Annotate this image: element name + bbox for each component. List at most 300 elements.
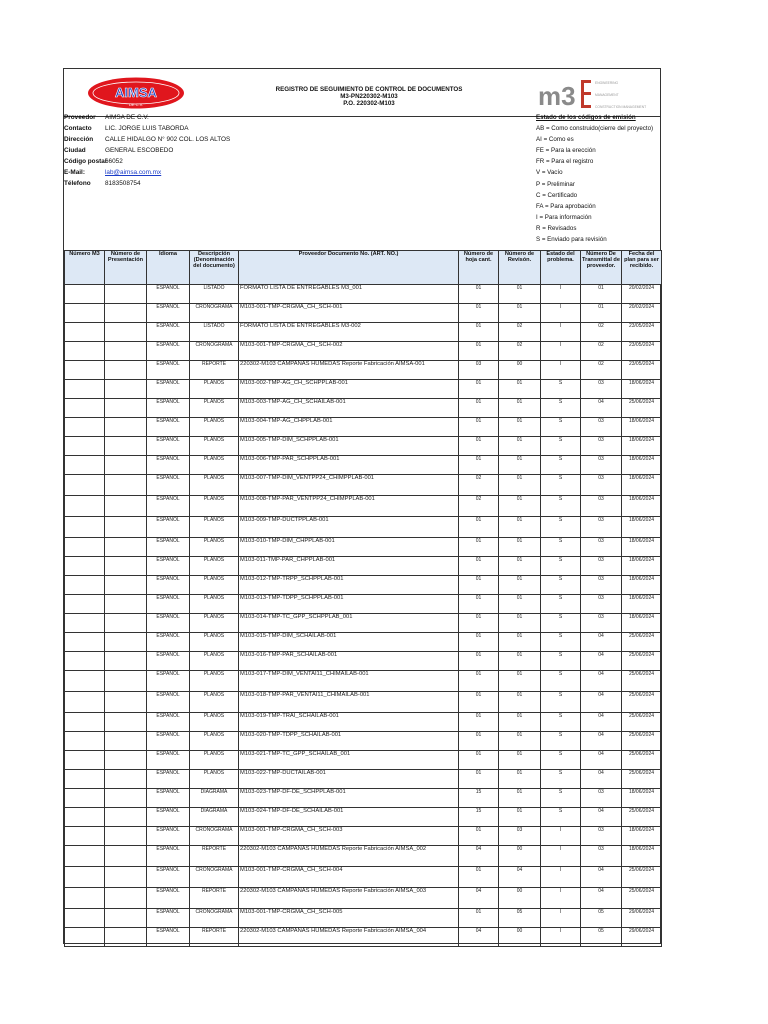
table-cell: CRONOGRAMA <box>190 909 239 928</box>
table-cell: 18/06/2024 <box>622 595 662 614</box>
table-cell: 01 <box>459 751 499 770</box>
table-cell <box>65 418 105 437</box>
table-row <box>65 732 662 751</box>
table-cell <box>65 399 105 418</box>
svg-text:CONSTRUCTION MANAGEMENT: CONSTRUCTION MANAGEMENT <box>595 105 647 109</box>
table-cell <box>65 456 105 475</box>
table-cell: ESPAÑOL <box>147 909 190 928</box>
table-cell: 25/06/2024 <box>622 713 662 732</box>
table-cell: PLANOS <box>190 456 239 475</box>
table-cell: 220302-M103 CAMPANAS HUMEDAS Reporte Fabricación AIMSA_003 <box>239 888 459 909</box>
contact-row: Contacto LIC. JORGE LUIS TABORDA <box>64 125 189 132</box>
table-cell <box>105 713 147 732</box>
table-cell <box>105 827 147 846</box>
table-cell <box>105 342 147 361</box>
table-cell: DIAGRAMA <box>190 789 239 808</box>
table-cell: 18/06/2024 <box>622 538 662 557</box>
table-cell: PLANOS <box>190 399 239 418</box>
table-row <box>65 770 662 789</box>
table-cell: I <box>541 909 581 928</box>
table-cell <box>65 846 105 867</box>
email-link[interactable]: lab@aimsa.com.mx <box>105 169 162 176</box>
table-cell: M103-004-TMP-AG_CHPPLAB-001 <box>239 418 459 437</box>
table-cell: 18/06/2024 <box>622 475 662 496</box>
table-cell: 04 <box>459 846 499 867</box>
svg-text:ENGINEERING: ENGINEERING <box>595 81 619 85</box>
table-cell: CRONOGRAMA <box>190 342 239 361</box>
table-cell: PLANOS <box>190 770 239 789</box>
table-cell: ESPAÑOL <box>147 323 190 342</box>
table-row <box>65 342 662 361</box>
city-row: Ciudad GENERAL ESCOBEDO <box>64 147 174 154</box>
table-cell: 220302-M103 CAMPANAS HUMEDAS Reporte Fabricación AIMSA_004 <box>239 928 459 947</box>
table-cell: PLANOS <box>190 713 239 732</box>
emission-code-item: C = Certificado <box>536 191 578 199</box>
table-cell: 03 <box>499 827 541 846</box>
table-cell: 01 <box>499 380 541 399</box>
table-cell <box>65 888 105 909</box>
table-cell: 02 <box>581 361 622 380</box>
column-header: Número M3 <box>65 251 105 285</box>
table-cell: 01 <box>499 808 541 827</box>
table-cell <box>65 671 105 692</box>
table-cell: ESPAÑOL <box>147 557 190 576</box>
table-cell <box>65 496 105 517</box>
table-cell: 05 <box>581 909 622 928</box>
table-cell: I <box>541 285 581 304</box>
table-cell <box>105 517 147 538</box>
table-cell: 01 <box>581 285 622 304</box>
table-cell: ESPAÑOL <box>147 576 190 595</box>
table-cell <box>105 671 147 692</box>
emission-codes-legend <box>536 112 653 245</box>
table-cell: 00 <box>499 846 541 867</box>
table-cell <box>65 576 105 595</box>
table-row <box>65 496 662 517</box>
table-cell: S <box>541 751 581 770</box>
table-cell: 18/06/2024 <box>622 557 662 576</box>
table-cell: 03 <box>581 496 622 517</box>
table-row <box>65 751 662 770</box>
address-row: Dirección CALLE HIDALGO N° 902 COL. LOS ALTOS <box>64 136 231 143</box>
table-cell: ESPAÑOL <box>147 751 190 770</box>
table-cell: REPORTE <box>190 928 239 947</box>
table-cell <box>105 633 147 652</box>
table-cell: ESPAÑOL <box>147 380 190 399</box>
table-cell: S <box>541 399 581 418</box>
table-cell: ESPAÑOL <box>147 827 190 846</box>
table-cell: 29/06/2024 <box>622 909 662 928</box>
table-cell: M103-012-TMP-TRPP_SCHPPLAB-001 <box>239 576 459 595</box>
table-cell: S <box>541 557 581 576</box>
emission-code-item: AB = Como construido(cierre del proyecto) <box>536 125 654 133</box>
table-cell: 23/05/2024 <box>622 342 662 361</box>
table-row <box>65 323 662 342</box>
table-cell: 01 <box>499 437 541 456</box>
table-cell: 01 <box>499 671 541 692</box>
table-cell: 18/06/2024 <box>622 827 662 846</box>
table-cell: 25/06/2024 <box>622 633 662 652</box>
table-cell <box>105 380 147 399</box>
table-row <box>65 671 662 692</box>
email-row: E-Mail: lab@aimsa.com.mx <box>64 169 162 176</box>
table-cell: 25/06/2024 <box>622 751 662 770</box>
table-cell: 01 <box>459 557 499 576</box>
table-cell <box>105 909 147 928</box>
table-cell <box>65 909 105 928</box>
table-cell: 15 <box>459 808 499 827</box>
table-cell: S <box>541 456 581 475</box>
table-cell: 01 <box>459 713 499 732</box>
table-cell: 01 <box>459 614 499 633</box>
table-header-row <box>65 251 662 285</box>
table-cell <box>105 456 147 475</box>
table-cell: 04 <box>581 399 622 418</box>
table-cell: 01 <box>499 633 541 652</box>
table-cell: 25/06/2024 <box>622 692 662 713</box>
table-cell: 01 <box>499 692 541 713</box>
table-cell: 18/06/2024 <box>622 418 662 437</box>
table-row <box>65 713 662 732</box>
table-cell: ESPAÑOL <box>147 595 190 614</box>
table-cell: S <box>541 595 581 614</box>
table-cell: 25/06/2024 <box>622 888 662 909</box>
table-cell: 01 <box>499 517 541 538</box>
table-cell: ESPAÑOL <box>147 538 190 557</box>
m3-logo <box>538 75 650 113</box>
table-cell: REPORTE <box>190 846 239 867</box>
table-cell: 23/05/2024 <box>622 361 662 380</box>
table-cell: S <box>541 418 581 437</box>
table-cell <box>65 652 105 671</box>
table-cell: PLANOS <box>190 614 239 633</box>
table-cell <box>65 361 105 380</box>
table-cell <box>65 517 105 538</box>
table-cell <box>65 475 105 496</box>
provider-row: Proveedor AIMSA DE C.V. <box>64 114 149 121</box>
table-cell: REPORTE <box>190 888 239 909</box>
table-cell: 18/06/2024 <box>622 789 662 808</box>
table-cell: 220302-M103 CAMPANAS HUMEDAS Reporte Fabricación AIMSA_002 <box>239 846 459 867</box>
table-cell: 01 <box>499 751 541 770</box>
table-row <box>65 789 662 808</box>
table-cell: 18/06/2024 <box>622 846 662 867</box>
table-cell: 00 <box>499 888 541 909</box>
table-cell: M103-019-TMP-TRAI_SCHAILAB-001 <box>239 713 459 732</box>
table-cell <box>105 557 147 576</box>
emission-code-item: AI = Como es <box>536 136 574 144</box>
table-cell: 02 <box>499 323 541 342</box>
table-cell: ESPAÑOL <box>147 475 190 496</box>
table-row <box>65 827 662 846</box>
table-cell: 01 <box>499 713 541 732</box>
emission-code-item: R = Revisados <box>536 224 577 232</box>
table-row <box>65 361 662 380</box>
table-cell: 01 <box>581 304 622 323</box>
table-cell: ESPAÑOL <box>147 867 190 888</box>
table-cell <box>65 304 105 323</box>
table-cell: 01 <box>499 732 541 751</box>
table-cell: M103-020-TMP-TDPP_SCHAILAB-001 <box>239 732 459 751</box>
table-cell: PLANOS <box>190 557 239 576</box>
table-cell: 04 <box>581 692 622 713</box>
table-cell: ESPAÑOL <box>147 846 190 867</box>
table-cell: S <box>541 770 581 789</box>
table-cell: 01 <box>459 399 499 418</box>
table-cell <box>65 633 105 652</box>
table-cell: I <box>541 304 581 323</box>
table-cell: 03 <box>581 789 622 808</box>
table-cell <box>105 361 147 380</box>
table-cell <box>65 614 105 633</box>
svg-text:m3: m3 <box>538 81 576 111</box>
table-cell: M103-001-TMP-CRGMA_CH_SCH-004 <box>239 867 459 888</box>
table-cell: PLANOS <box>190 418 239 437</box>
table-cell: ESPAÑOL <box>147 770 190 789</box>
table-cell: 25/06/2024 <box>622 867 662 888</box>
table-cell: 02 <box>581 342 622 361</box>
table-cell: M103-008-TMP-PAR_VENTPP24_CHIMPPLAB-001 <box>239 496 459 517</box>
table-cell: 03 <box>581 827 622 846</box>
svg-text:DE C.V.: DE C.V. <box>128 102 144 107</box>
table-cell: 01 <box>459 692 499 713</box>
table-cell: 25/06/2024 <box>622 808 662 827</box>
table-cell: 04 <box>459 888 499 909</box>
table-cell <box>65 713 105 732</box>
table-cell: I <box>541 827 581 846</box>
table-row <box>65 304 662 323</box>
table-cell: I <box>541 867 581 888</box>
table-cell: 03 <box>581 595 622 614</box>
table-cell: 01 <box>499 399 541 418</box>
table-cell: PLANOS <box>190 732 239 751</box>
table-cell: M103-017-TMP-DIM_VENTAI11_CHIMAILAB-001 <box>239 671 459 692</box>
table-cell: 03 <box>581 846 622 867</box>
table-cell: I <box>541 888 581 909</box>
table-cell: LISTADO <box>190 323 239 342</box>
table-cell <box>65 789 105 808</box>
table-cell: 01 <box>459 418 499 437</box>
table-cell <box>105 304 147 323</box>
table-cell: 04 <box>581 867 622 888</box>
table-cell: 01 <box>499 304 541 323</box>
emission-codes-list <box>536 123 653 245</box>
table-row <box>65 399 662 418</box>
table-cell <box>105 399 147 418</box>
table-cell: M103-003-TMP-AG_CH_SCHAILAB-001 <box>239 399 459 418</box>
emission-code-item: FE = Para la erección <box>536 147 596 155</box>
emission-code-item: FA = Para aprobación <box>536 202 596 210</box>
table-cell <box>65 538 105 557</box>
table-cell: S <box>541 437 581 456</box>
table-cell <box>65 595 105 614</box>
table-cell <box>65 751 105 770</box>
table-cell: 01 <box>499 770 541 789</box>
table-cell: 03 <box>581 538 622 557</box>
table-row <box>65 380 662 399</box>
table-cell: 05 <box>581 928 622 947</box>
table-cell: M103-010-TMP-DIM_CHPPLAB-001 <box>239 538 459 557</box>
table-cell: M103-013-TMP-TDPP_SCHPPLAB-001 <box>239 595 459 614</box>
table-cell: 01 <box>459 595 499 614</box>
emission-codes-title: Estado de los códigos de emisión <box>536 114 636 121</box>
table-cell <box>105 496 147 517</box>
table-row <box>65 692 662 713</box>
table-cell: 02 <box>459 496 499 517</box>
table-cell <box>105 846 147 867</box>
table-cell: ESPAÑOL <box>147 652 190 671</box>
table-cell: 18/06/2024 <box>622 437 662 456</box>
table-cell: PLANOS <box>190 437 239 456</box>
table-cell: PLANOS <box>190 652 239 671</box>
table-cell: 03 <box>581 456 622 475</box>
title-line-3: P.O. 220302-M103 <box>343 100 395 107</box>
table-cell: PLANOS <box>190 633 239 652</box>
table-cell: 01 <box>499 557 541 576</box>
table-cell <box>65 867 105 888</box>
table-cell: ESPAÑOL <box>147 285 190 304</box>
table-cell: 03 <box>581 418 622 437</box>
table-cell: S <box>541 692 581 713</box>
table-cell: 04 <box>581 751 622 770</box>
table-cell: 04 <box>581 888 622 909</box>
table-cell: 23/05/2024 <box>622 323 662 342</box>
table-cell: 04 <box>581 808 622 827</box>
table-cell: S <box>541 652 581 671</box>
table-cell: 01 <box>459 576 499 595</box>
table-cell: PLANOS <box>190 595 239 614</box>
document-sheet <box>63 68 661 944</box>
table-cell: ESPAÑOL <box>147 671 190 692</box>
table-cell: 25/06/2024 <box>622 399 662 418</box>
emission-code-item: V = Vacío <box>536 169 563 177</box>
table-cell: 03 <box>581 576 622 595</box>
table-cell: PLANOS <box>190 576 239 595</box>
table-cell: ESPAÑOL <box>147 304 190 323</box>
table-cell: 01 <box>499 285 541 304</box>
table-cell <box>105 789 147 808</box>
table-cell: M103-001-TMP-CRGMA_CH_SCH-003 <box>239 827 459 846</box>
table-cell <box>65 557 105 576</box>
table-row <box>65 909 662 928</box>
table-cell: S <box>541 633 581 652</box>
table-cell: M103-018-TMP-PAR_VENTAI11_CHIMAILAB-001 <box>239 692 459 713</box>
table-cell: 04 <box>581 671 622 692</box>
table-cell <box>65 692 105 713</box>
table-cell: 01 <box>499 475 541 496</box>
table-cell: 01 <box>499 614 541 633</box>
table-cell: M103-005-TMP-DIM_SCHPPLAB-001 <box>239 437 459 456</box>
table-cell: M103-024-TMP-DF-DE_SCHAILAB-001 <box>239 808 459 827</box>
table-cell: PLANOS <box>190 475 239 496</box>
table-row <box>65 576 662 595</box>
table-cell: ESPAÑOL <box>147 456 190 475</box>
table-cell: 01 <box>499 496 541 517</box>
table-cell: ESPAÑOL <box>147 496 190 517</box>
table-cell: 01 <box>459 456 499 475</box>
table-cell <box>65 323 105 342</box>
table-cell <box>105 437 147 456</box>
table-cell: 04 <box>581 652 622 671</box>
table-cell: FORMATO LISTA DE ENTREGABLES M3_001 <box>239 285 459 304</box>
table-cell: 29/06/2024 <box>622 928 662 947</box>
documents-table <box>64 250 662 947</box>
table-cell: ESPAÑOL <box>147 928 190 947</box>
table-row <box>65 595 662 614</box>
table-cell: S <box>541 614 581 633</box>
table-cell: M103-014-TMP-TC_GPP_SCHPPLAB_001 <box>239 614 459 633</box>
table-cell: 02 <box>499 342 541 361</box>
table-cell: PLANOS <box>190 751 239 770</box>
emission-code-item: I = Para información <box>536 213 592 221</box>
table-row <box>65 808 662 827</box>
table-cell: 20/02/2024 <box>622 304 662 323</box>
title-line-2: M3-PN220302-M103 <box>340 93 398 100</box>
table-cell: 00 <box>499 928 541 947</box>
aimsa-logo <box>86 76 186 110</box>
table-cell: PLANOS <box>190 538 239 557</box>
table-cell <box>65 437 105 456</box>
table-cell: PLANOS <box>190 692 239 713</box>
table-cell: 18/06/2024 <box>622 517 662 538</box>
emission-code-item: FR = Para el registro <box>536 158 594 166</box>
table-cell: ESPAÑOL <box>147 808 190 827</box>
table-row <box>65 614 662 633</box>
table-cell: 01 <box>499 789 541 808</box>
table-cell <box>105 614 147 633</box>
table-cell: 220302-M103 CAMPANAS HUMEDAS Reporte Fabricación AIMSA-001 <box>239 361 459 380</box>
table-cell: M103-002-TMP-AG_CH_SCHPPLAB-001 <box>239 380 459 399</box>
table-cell <box>105 732 147 751</box>
table-cell: 01 <box>499 538 541 557</box>
table-cell <box>105 323 147 342</box>
table-cell <box>65 342 105 361</box>
table-cell: 03 <box>581 557 622 576</box>
table-cell: 01 <box>499 456 541 475</box>
table-cell: 01 <box>459 517 499 538</box>
table-cell: 25/06/2024 <box>622 732 662 751</box>
emission-code-item: S = Enviado para revisión <box>536 236 607 244</box>
document-title <box>224 86 514 107</box>
table-row <box>65 846 662 867</box>
table-cell <box>105 652 147 671</box>
table-cell: 00 <box>499 361 541 380</box>
table-cell: 01 <box>459 652 499 671</box>
table-row <box>65 517 662 538</box>
table-cell <box>105 475 147 496</box>
table-row <box>65 538 662 557</box>
table-cell <box>65 827 105 846</box>
table-row <box>65 557 662 576</box>
table-cell: 25/06/2024 <box>622 652 662 671</box>
table-cell: S <box>541 496 581 517</box>
table-cell: 01 <box>459 538 499 557</box>
phone-row: Télefono 8183508754 <box>64 180 141 187</box>
svg-text:AIMSA: AIMSA <box>115 85 157 100</box>
table-cell: I <box>541 323 581 342</box>
emission-code-item: P = Preliminar <box>536 180 575 188</box>
table-cell: 20/02/2024 <box>622 285 662 304</box>
table-cell: 18/06/2024 <box>622 614 662 633</box>
table-cell: 03 <box>581 517 622 538</box>
table-cell: 04 <box>459 928 499 947</box>
table-cell: M103-007-TMP-DIM_VENTPP24_CHIMPPLAB-001 <box>239 475 459 496</box>
table-cell: 01 <box>459 770 499 789</box>
table-cell: PLANOS <box>190 517 239 538</box>
table-cell: PLANOS <box>190 380 239 399</box>
table-cell: ESPAÑOL <box>147 418 190 437</box>
table-cell: ESPAÑOL <box>147 342 190 361</box>
